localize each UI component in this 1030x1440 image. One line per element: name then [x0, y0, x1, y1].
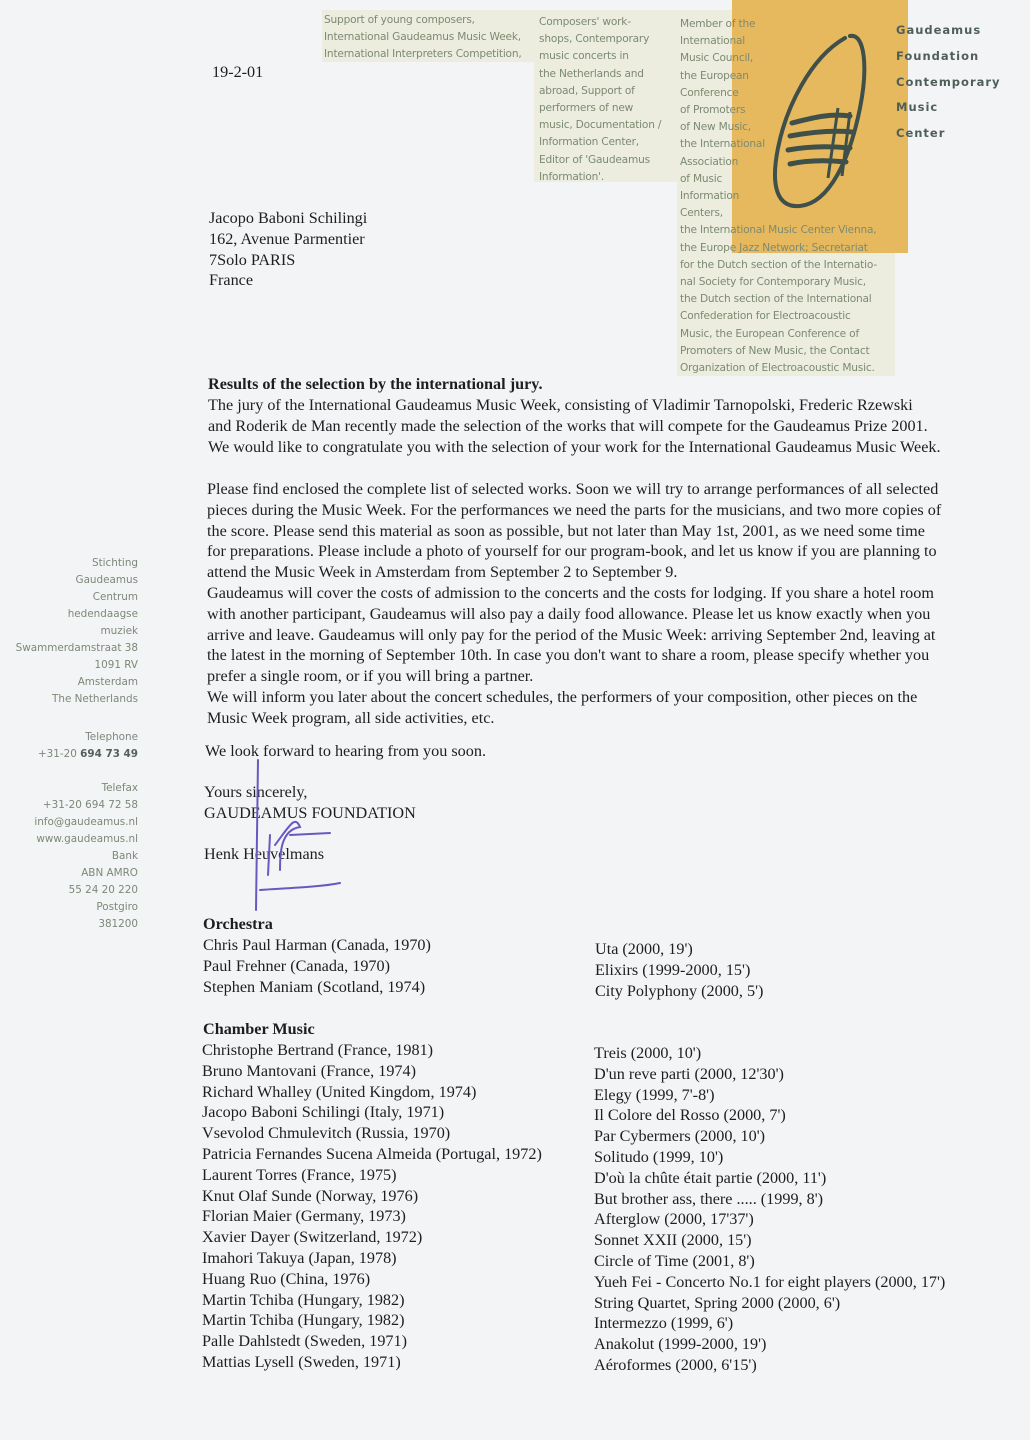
- text-line: Solitudo (1999, 10'): [594, 1147, 724, 1166]
- postgiro-label: Postgiro: [96, 901, 138, 913]
- text-line: Amsterdam: [77, 676, 138, 688]
- text-line: Palle Dahlstedt (Sweden, 1971): [202, 1332, 407, 1351]
- text-line: the Dutch section of the International: [680, 293, 872, 306]
- text-line: Elegy (1999, 7'-8'): [594, 1085, 715, 1104]
- text-line: Gaudeamus: [75, 574, 138, 586]
- text-line: Vsevolod Chmulevitch (Russia, 1970): [202, 1124, 451, 1143]
- email: info@gaudeamus.nl: [34, 816, 138, 828]
- text-line: Please find enclosed the complete list of selected works. Soon we will try to arrange performances of all selected: [207, 480, 939, 498]
- header-line: performers of new: [539, 102, 634, 115]
- recipient-address: [209, 208, 367, 291]
- text-line: Yours sincerely,: [204, 783, 308, 801]
- header-line: abroad, Support of: [539, 84, 635, 97]
- text-line: Music Council,: [680, 52, 754, 65]
- text-line: France: [209, 271, 254, 290]
- text-line: Martin Tchiba (Hungary, 1982): [202, 1311, 405, 1330]
- text-line: Patricia Fernandes Sucena Almeida (Portugal, 1972): [202, 1144, 542, 1163]
- header-line: music concerts in: [539, 50, 629, 63]
- header-line: Information'.: [539, 170, 605, 183]
- text-line: Gaudeamus will cover the costs of admission to the concerts and the costs for lodging. If you share a hotel room: [207, 583, 934, 602]
- text-line: Par Cybermers (2000, 10'): [594, 1127, 766, 1146]
- text-line: The Netherlands: [52, 693, 138, 705]
- text-line: Music, the European Conference of: [680, 327, 859, 340]
- text-line: Anakolut (1999-2000, 19'): [594, 1335, 767, 1354]
- text-line: 7Solo PARIS: [209, 250, 296, 269]
- text-line: Conference: [680, 86, 739, 99]
- text-line: City Polyphony (2000, 5'): [595, 981, 764, 1000]
- postgiro-number: 381200: [98, 918, 138, 930]
- text-line: and Roderik de Man recently made the selection of the works that will compete for the Gaudeamus Prize 2001.: [208, 416, 928, 435]
- letter-date: 19-2-01: [212, 63, 264, 81]
- letterhead-col2: [539, 14, 661, 186]
- logo-wordmark: [896, 18, 1001, 147]
- text-line: Knut Olaf Sunde (Norway, 1976): [202, 1186, 419, 1205]
- text-line: with another participant, Gaudeamus will also pay a daily food allowance. Please let us know exactly when you: [207, 604, 931, 623]
- text-line: Treis (2000, 10'): [594, 1044, 702, 1062]
- text-line: Christophe Bertrand (France, 1981): [202, 1041, 434, 1059]
- chamber-composers: [202, 1040, 542, 1373]
- text-line: Organization of Electroacoustic Music.: [680, 362, 875, 375]
- orchestra-works: [595, 939, 763, 1001]
- paragraph-2: [207, 479, 941, 729]
- website: www.gaudeamus.nl: [36, 833, 138, 845]
- text-line: Richard Whalley (United Kingdom, 1974): [202, 1082, 477, 1101]
- text-line: Chris Paul Harman (Canada, 1970): [203, 936, 431, 954]
- text-line: Jacopo Baboni Schilingi: [209, 209, 368, 227]
- text-line: Imahori Takuya (Japan, 1978): [202, 1248, 397, 1267]
- text-line: the International: [680, 138, 765, 151]
- text-line: the European: [680, 69, 749, 82]
- text-line: Centrum: [92, 591, 138, 603]
- text-line: String Quartet, Spring 2000 (2000, 6'): [594, 1293, 841, 1312]
- telephone-label: Telephone: [85, 731, 138, 743]
- text-line: Music Week program, all side activities, etc.: [207, 708, 495, 727]
- text-line: Circle of Time (2001, 8'): [594, 1251, 755, 1270]
- text-line: We would like to congratulate you with the selection of your work for the International Gaudeamus Music Week.: [208, 437, 941, 456]
- telefax-label: Telefax: [101, 782, 138, 794]
- header-line: shops, Contemporary: [539, 33, 650, 46]
- text-line: Stichting: [92, 557, 138, 569]
- text-line: But brother ass, there ..... (1999, 8'): [594, 1189, 824, 1208]
- text-line: Martin Tchiba (Hungary, 1982): [202, 1290, 405, 1309]
- header-line: Information Center,: [539, 136, 639, 149]
- text-line: hedendaagse: [67, 608, 138, 620]
- text-line: International: [680, 35, 746, 48]
- text-line: Promoters of New Music, the Contact: [680, 344, 870, 357]
- header-line: music, Documentation /: [539, 119, 662, 132]
- sidebar-contact: [16, 555, 138, 933]
- text-line: We will inform you later about the concert schedules, the performers of your composition, other pieces on the: [207, 687, 918, 706]
- text-line: for the Dutch section of the Internatio-: [680, 258, 877, 271]
- handwritten-signature-icon: [240, 755, 350, 915]
- telephone-prefix: +31-20: [37, 748, 77, 760]
- text-line: 162, Avenue Parmentier: [209, 229, 365, 248]
- text-line: Xavier Dayer (Switzerland, 1972): [202, 1228, 423, 1247]
- text-line: of Music: [680, 172, 723, 185]
- text-line: the International Music Center Vienna,: [680, 224, 877, 237]
- text-line: the latest in the morning of September 10th. In case you don't want to share a room, please specify whether you: [207, 646, 930, 665]
- header-line: International Gaudeamus Music Week,: [324, 31, 521, 44]
- text-line: of Promoters: [680, 104, 746, 117]
- telephone-number: 694 73 49: [80, 748, 138, 760]
- telefax-number: +31-20 694 72 58: [42, 799, 138, 811]
- text-line: Afterglow (2000, 17'37'): [594, 1210, 754, 1229]
- chamber-works: [594, 1043, 945, 1376]
- text-line: of New Music,: [680, 121, 751, 134]
- text-line: muziek: [100, 625, 138, 637]
- text-line: Yueh Fei - Concerto No.1 for eight players (2000, 17'): [594, 1272, 946, 1291]
- logo-line: Contemporary: [896, 74, 1001, 89]
- letterhead-col3: [680, 16, 877, 377]
- header-line: Composers' work-: [539, 16, 631, 28]
- paragraph-1: [208, 395, 941, 457]
- text-line: The jury of the International Gaudeamus Music Week, consisting of Vladimir Tarnopolski, Frederic Rzewski: [208, 396, 913, 414]
- text-line: Information: [680, 190, 740, 203]
- text-line: Il Colore del Rosso (2000, 7'): [594, 1106, 786, 1125]
- text-line: for preparations. Please include a photo of yourself for our program-book, and let us know if you are planning to: [207, 542, 937, 561]
- text-line: Uta (2000, 19'): [595, 940, 693, 958]
- text-line: Paul Frehner (Canada, 1970): [203, 956, 391, 975]
- text-line: Member of the: [680, 18, 756, 30]
- text-line: Mattias Lysell (Sweden, 1971): [202, 1352, 401, 1371]
- text-line: Swammerdamstraat 38: [15, 642, 138, 654]
- bank-label: Bank: [111, 850, 138, 862]
- text-line: Bruno Mantovani (France, 1974): [202, 1061, 416, 1080]
- orchestra-heading: Orchestra: [203, 915, 273, 933]
- text-line: pieces during the Music Week. For the performances we need the parts for the musicians, and two more copies of: [207, 500, 942, 519]
- text-line: GAUDEAMUS FOUNDATION: [204, 803, 416, 822]
- text-line: Jacopo Baboni Schilingi (Italy, 1971): [202, 1103, 445, 1122]
- header-line: Support of young composers,: [324, 14, 475, 26]
- logo-line: Music: [896, 100, 939, 115]
- header-line: Editor of 'Gaudeamus: [539, 153, 650, 166]
- logo-line: Center: [896, 126, 946, 141]
- text-line: Intermezzo (1999, 6'): [594, 1314, 734, 1333]
- text-line: Huang Ruo (China, 1976): [202, 1269, 371, 1288]
- text-line: D'un reve parti (2000, 12'30'): [594, 1064, 784, 1083]
- text-line: Elixirs (1999-2000, 15'): [595, 960, 751, 979]
- text-line: Centers,: [680, 207, 723, 220]
- text-line: prefer a single room, or if you will bring a partner.: [207, 667, 534, 686]
- header-line: International Interpreters Competition,: [324, 48, 522, 61]
- text-line: nal Society for Contemporary Music,: [680, 276, 866, 289]
- closing-line: We look forward to hearing from you soon.: [205, 742, 487, 760]
- text-line: Aéroformes (2000, 6'15'): [594, 1355, 757, 1374]
- bank-name: ABN AMRO: [81, 867, 138, 879]
- orchestra-composers: [203, 935, 431, 997]
- text-line: Association: [680, 155, 739, 168]
- text-line: Confederation for Electroacoustic: [680, 310, 851, 323]
- text-line: Sonnet XXII (2000, 15'): [594, 1231, 752, 1250]
- letterhead-col1: [324, 12, 522, 64]
- logo-line: Gaudeamus: [896, 23, 982, 37]
- text-line: the Europe Jazz Network; Secretariat: [680, 241, 868, 254]
- header-line: the Netherlands and: [539, 67, 644, 80]
- text-line: Florian Maier (Germany, 1973): [202, 1207, 406, 1226]
- text-line: 1091 RV: [94, 659, 138, 671]
- text-line: arrive and leave. Gaudeamus will only pay for the period of the Music Week: arriving September 2nd, leaving at: [207, 625, 936, 644]
- text-line: the score. Please send this material as soon as possible, but not later than May 1st, 2001, as we need some time: [207, 521, 925, 540]
- text-line: attend the Music Week in Amsterdam from September 2 to September 9.: [207, 563, 678, 582]
- text-line: D'où la chûte était partie (2000, 11'): [594, 1168, 827, 1187]
- letter-heading: Results of the selection by the international jury.: [208, 375, 543, 393]
- signatory-name: Henk Heuvelmans: [204, 845, 325, 863]
- logo-line: Foundation: [896, 48, 980, 63]
- bank-account: 55 24 20 220: [68, 884, 138, 896]
- chamber-heading: Chamber Music: [203, 1020, 315, 1038]
- text-line: Laurent Torres (France, 1975): [202, 1165, 397, 1184]
- text-line: Stephen Maniam (Scotland, 1974): [203, 977, 426, 996]
